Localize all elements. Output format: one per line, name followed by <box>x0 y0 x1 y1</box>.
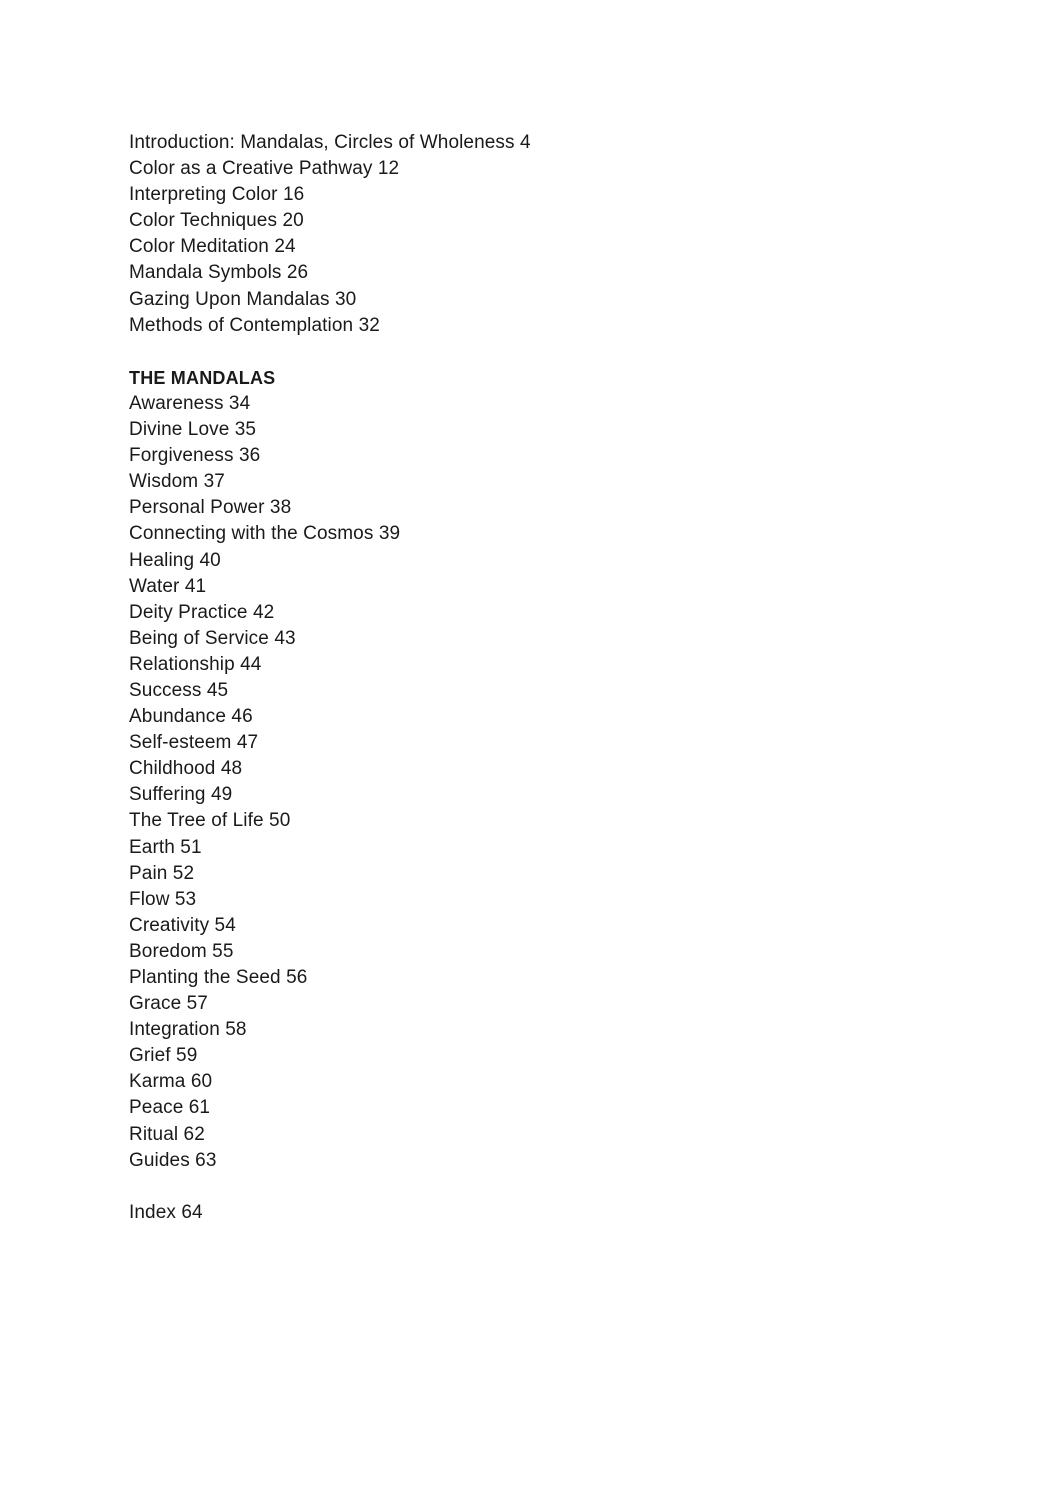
index-section <box>129 1200 929 1226</box>
toc-entry: Personal Power 38 <box>129 497 292 519</box>
toc-entry: Earth 51 <box>129 836 202 858</box>
toc-entry: Introduction: Mandalas, Circles of Wholeness 4 <box>129 132 531 153</box>
toc-entry: Ritual 62 <box>129 1123 205 1145</box>
toc-entry: Gazing Upon Mandalas 30 <box>129 288 357 310</box>
section-spacer <box>129 1174 929 1200</box>
toc-entry: Flow 53 <box>129 888 197 910</box>
toc-entry: Peace 61 <box>129 1097 211 1119</box>
toc-entry: Planting the Seed 56 <box>129 967 308 988</box>
toc-entry: Success 45 <box>129 679 229 701</box>
toc-entry: The Tree of Life 50 <box>129 810 291 832</box>
toc-entry: Integration 58 <box>129 1019 247 1041</box>
toc-entry: Awareness 34 <box>129 392 251 414</box>
toc-entry: Creativity 54 <box>129 914 236 936</box>
toc-entry: Water 41 <box>129 575 207 597</box>
toc-entry: Boredom 55 <box>129 940 234 962</box>
toc-entry: Color as a Creative Pathway 12 <box>129 158 400 180</box>
toc-entry: Childhood 48 <box>129 758 243 780</box>
toc-entry: Grief 59 <box>129 1045 198 1067</box>
toc-entry: Divine Love 35 <box>129 419 257 441</box>
toc-entry: Connecting with the Cosmos 39 <box>129 523 401 545</box>
toc-entry: Interpreting Color 16 <box>129 184 305 206</box>
toc-entry: Methods of Contemplation 32 <box>129 314 380 336</box>
toc-entry: Color Techniques 20 <box>129 210 304 232</box>
toc-entry: Karma 60 <box>129 1071 213 1093</box>
toc-entry: Abundance 46 <box>129 706 253 728</box>
toc-entry: Pain 52 <box>129 862 195 884</box>
toc-entry: Healing 40 <box>129 549 221 571</box>
toc-entry: Being of Service 43 <box>129 627 296 649</box>
toc-entry: Self-esteem 47 <box>129 732 259 754</box>
toc-entry-index: Index 64 <box>129 1201 203 1223</box>
section-heading-mandalas: THE MANDALAS <box>129 367 276 388</box>
toc-entry: Forgiveness 36 <box>129 445 261 467</box>
mandalas-section <box>129 365 929 1174</box>
toc-entry: Deity Practice 42 <box>129 601 275 623</box>
table-of-contents <box>129 130 929 1226</box>
toc-entry: Suffering 49 <box>129 784 233 806</box>
toc-entry: Guides 63 <box>129 1149 217 1171</box>
toc-entry: Grace 57 <box>129 993 208 1015</box>
toc-entry: Mandala Symbols 26 <box>129 262 309 284</box>
toc-entry: Wisdom 37 <box>129 471 225 493</box>
intro-section <box>129 130 929 339</box>
section-spacer <box>129 339 929 365</box>
toc-entry: Relationship 44 <box>129 653 262 675</box>
toc-entry: Color Meditation 24 <box>129 236 296 258</box>
